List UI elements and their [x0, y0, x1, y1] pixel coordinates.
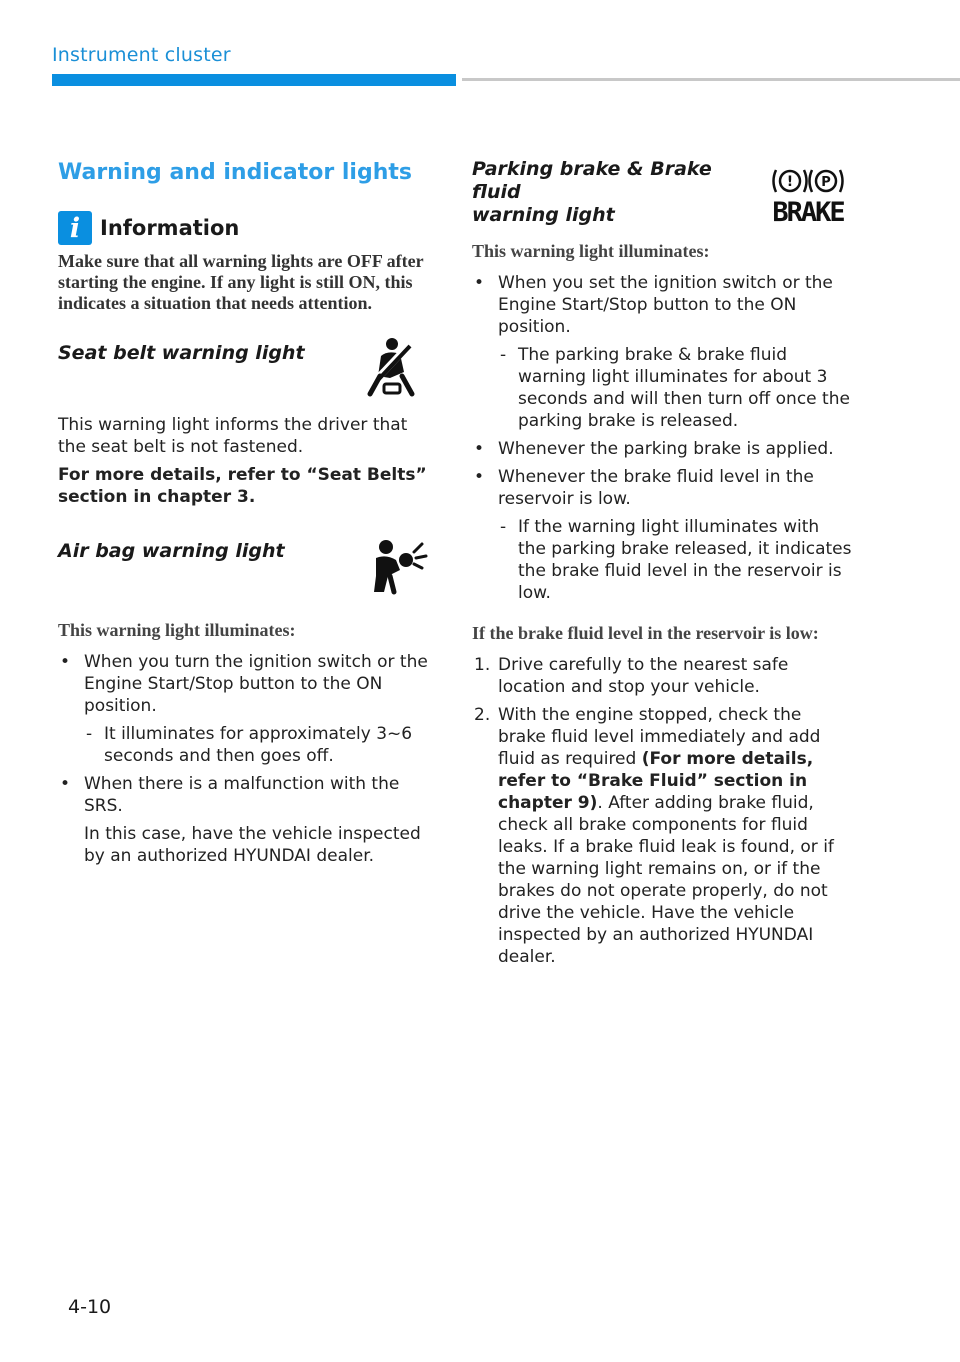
list-item: - If the warning light illuminates with the parking brake released, it indicates the brake fluid level in the reservoir is low. — [472, 516, 852, 604]
information-header — [58, 211, 436, 245]
section-title: Warning and indicator lights — [58, 160, 412, 185]
header-rule-gray — [462, 78, 960, 81]
airbag-intro: This warning light illuminates: — [58, 620, 296, 640]
airbag-heading-row — [58, 540, 436, 600]
airbag-warning-icon — [366, 536, 428, 600]
step-number: 1. — [474, 655, 491, 675]
information-label: Information — [100, 216, 240, 240]
list-item: • When you set the ignition switch or the Engine Start/Stop button to the ON position. — [472, 272, 852, 338]
seatbelt-title: Seat belt warning light — [58, 342, 305, 364]
brake-title-line1: Parking brake & Brake fluid — [472, 158, 712, 203]
brake-title — [472, 158, 762, 227]
list-item — [472, 654, 852, 698]
brake-warning-icon — [770, 166, 846, 226]
step-text: Drive carefully to the nearest safe location and stop your vehicle. — [498, 655, 789, 697]
list-item: • Whenever the parking brake is applied. — [472, 438, 852, 460]
airbag-note: In this case, have the vehicle inspected by an authorized HYUNDAI dealer. — [84, 824, 421, 866]
list-item: • When there is a malfunction with the SRS. — [58, 773, 436, 817]
seatbelt-warning-icon — [366, 336, 418, 402]
seatbelt-text: This warning light informs the driver that the seat belt is not fastened. — [58, 415, 408, 457]
step-number: 2. — [474, 705, 491, 725]
brake-word: BRAKE — [772, 197, 844, 228]
brake-heading-row — [472, 158, 852, 227]
header-rule-blue — [52, 74, 456, 86]
list-item: • When you turn the ignition switch or the Engine Start/Stop button to the ON position. — [58, 651, 436, 717]
seatbelt-heading-row — [58, 342, 436, 402]
svg-text:!: ! — [786, 174, 794, 190]
list-item — [472, 704, 852, 968]
step-reference: (For more details, refer to “Brake Fluid” section in chapter 9) — [498, 749, 814, 813]
airbag-title: Air bag warning light — [58, 540, 285, 562]
running-header: Instrument cluster — [52, 44, 231, 66]
information-text: Make sure that all warning lights are OFF after starting the engine. If any light is still ON, this indicates a situation that needs attention. — [58, 251, 424, 313]
left-column — [58, 158, 436, 873]
seatbelt-reference: For more details, refer to “Seat Belts” section in chapter 3. — [58, 465, 427, 507]
brake-title-line2: warning light — [472, 204, 615, 226]
list-item: - The parking brake & brake fluid warning light illuminates for about 3 seconds and will then turn off once the parking brake is released. — [472, 344, 852, 432]
svg-text:P: P — [821, 175, 831, 190]
step-text: With the engine stopped, check the brake fluid level immediately and add fluid as required — [498, 705, 821, 769]
list-item: • Whenever the brake fluid level in the reservoir is low. — [472, 466, 852, 510]
step-text-continued: . After adding brake fluid, check all brake components for fluid leaks. If a brake fluid leak is found, or if the warning light remains on, or if the brakes do not operate properly, do not drive the vehicle. Have the vehicle inspected by an authorized HYUNDAI dealer. — [498, 793, 834, 967]
right-column — [472, 158, 852, 974]
page-number: 4-10 — [68, 1296, 112, 1318]
info-icon: i — [58, 211, 92, 245]
low-fluid-heading: If the brake fluid level in the reservoir is low: — [472, 623, 819, 643]
brake-intro: This warning light illuminates: — [472, 241, 710, 261]
list-item: - It illuminates for approximately 3~6 seconds and then goes off. — [58, 723, 436, 767]
